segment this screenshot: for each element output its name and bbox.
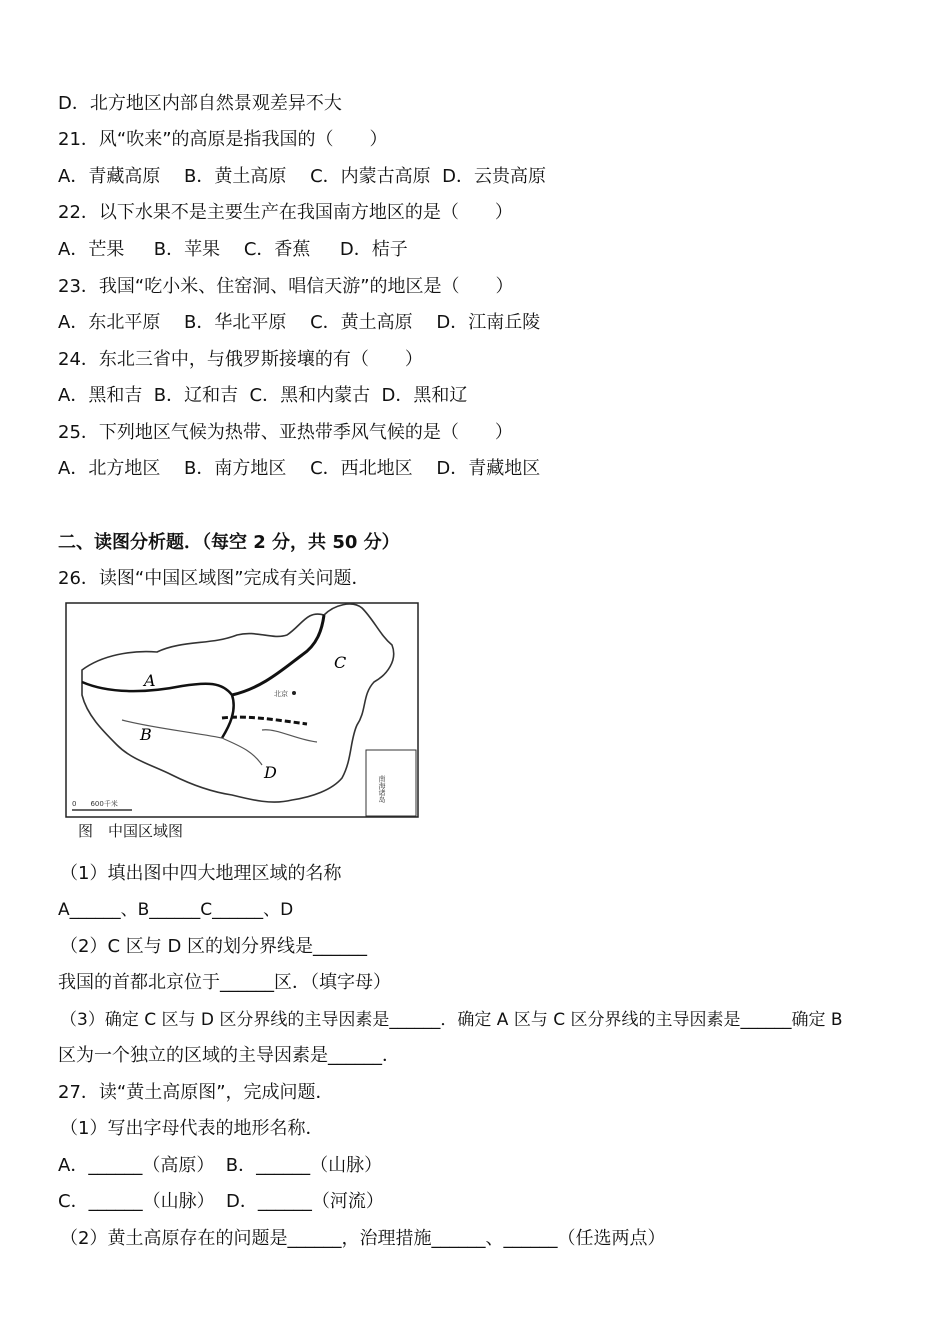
q24-options: A．黑和吉 B．辽和吉 C．黑和内蒙古 D．黑和辽 [58,385,468,406]
south-sea-inset [366,750,416,816]
scale-label: 0 600千米 [72,800,118,808]
map-label-a: A [144,671,156,690]
q26-part3-line1: （3）确定 C 区与 D 区分界线的主导因素是______．确定 A 区与 C 区分界线的主导因素是______确定 B [60,1010,843,1030]
beijing-dot [292,691,296,695]
q27-stem: 27．读“黄土高原图”，完成问题． [58,1082,334,1103]
section-2-heading: 二、读图分析题．（每空 2 分，共 50 分） [58,532,400,553]
q21-stem: 21．风“吹来”的高原是指我国的（ ） [58,129,388,150]
map-label-beijing: 北京 [274,690,288,698]
inset-label: 南海诸岛 [378,775,386,803]
q25-stem: 25．下列地区气候为热带、亚热带季风气候的是（ ） [58,422,513,443]
map-frame [66,603,418,817]
q23-options: A．东北平原 B．华北平原 C．黄土高原 D．江南丘陵 [58,312,541,333]
q21-options: A．青藏高原 B．黄土高原 C．内蒙古高原 D．云贵高原 [58,166,546,187]
q27-part1: （1）写出字母代表的地形名称． [60,1118,324,1139]
map-caption: 图 中国区域图 [78,822,184,840]
q22-options: A．芒果 B．苹果 C．香蕉 D．桔子 [58,239,408,260]
q26-part1-answers: A______、B______C______、D [58,900,294,920]
map-label-b: B [140,725,152,744]
q23-stem: 23．我国“吃小米、住窑洞、唱信天游”的地区是（ ） [58,276,514,297]
q25-options: A．北方地区 B．南方地区 C．西北地区 D．青藏地区 [58,458,541,479]
q26-part3-line2: 区为一个独立的区域的主导因素是______． [58,1045,400,1066]
q22-stem: 22．以下水果不是主要生产在我国南方地区的是（ ） [58,202,513,223]
map-label-c: C [334,653,347,672]
q26-part1: （1）填出图中四大地理区域的名称 [60,863,342,884]
q27-part2: （2）黄土高原存在的问题是______，治理措施______、______（任选两点） [60,1228,666,1249]
q26-part2-beijing: 我国的首都北京位于______区．（填字母） [58,972,391,993]
q26-stem: 26．读图“中国区域图”完成有关问题． [58,568,370,589]
china-region-map [62,600,422,844]
q27-part1-cd: C．______（山脉） D．______（河流） [58,1191,384,1212]
map-label-d: D [264,763,277,782]
q27-part1-ab: A．______（高原） B．______（山脉） [58,1155,383,1176]
q24-stem: 24．东北三省中，与俄罗斯接壤的有（ ） [58,349,423,370]
q20-option-d: D．北方地区内部自然景观差异不大 [58,93,342,114]
q26-part2: （2）C 区与 D 区的划分界线是______ [60,936,368,957]
